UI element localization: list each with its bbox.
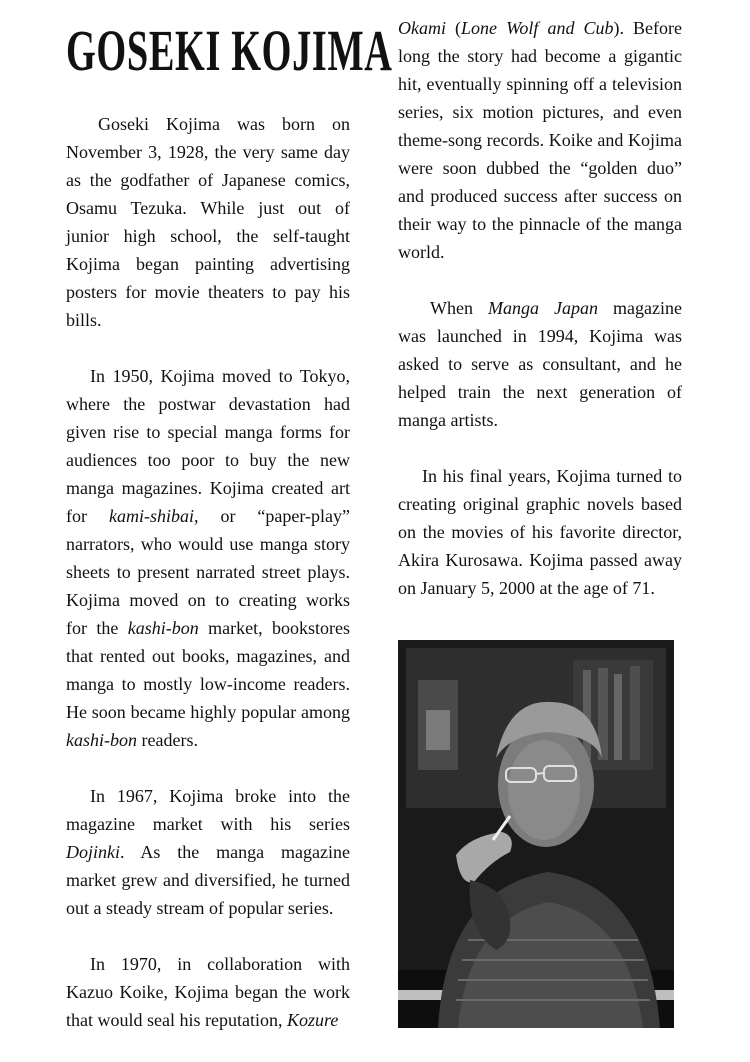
portrait-image [398,640,674,1028]
text-run: readers. [137,730,198,750]
paragraph-birth: Goseki Kojima was born on November 3, 1928, the very same day as the godfather of Japanese comics, Osamu Tezuka. While just out of junior high school, the self-taught Kojima began painting advertising posters for movie theaters to pay his bills. [66,114,350,330]
text-run: magazine was launched in 1994, Kojima was asked to serve as consultant, and he helped train the next generation of manga artists. [398,298,682,430]
text-run: ). Before long the story had become a gigantic hit, eventually spinning off a television series, six motion pictures, and even theme-song records. Koike and Kojima were soon dubbed the “golden duo” and produced success after success on their way to the pinnacle of the manga world. [398,18,682,262]
italic-term: kashi-bon [66,730,137,750]
italic-term: kashi-bon [127,618,199,638]
text-run: In 1967, Kojima broke into the magazine market with his series [66,786,350,834]
text-run: . As the manga magazine market grew and diversified, he turned out a steady stream of popular series. [66,842,350,918]
italic-title: Okami [398,18,446,38]
paragraph-magazine [66,782,350,922]
text-run: In 1950, Kojima moved to Tokyo, where the postwar devastation had given rise to special manga forms for audiences too poor to buy the new manga magazines. Kojima created art for [66,366,350,526]
paragraph-manga-japan [398,294,682,434]
page-title: GOSEKI KOJIMA [66,18,393,83]
left-column [66,110,350,1062]
text-run: In 1970, in collaboration with Kazuo Koike, Kojima began the work that would seal his reputation, [66,954,350,1030]
right-column [398,14,682,630]
text-run: ( [446,18,462,38]
paragraph-collaboration-continued [398,14,682,266]
italic-title: Manga Japan [488,298,599,318]
paragraph-tokyo [66,362,350,754]
text-run: , or “paper-play” narrators, who would use manga story sheets to present narrated street plays. Kojima moved on to creating works for the [66,506,350,638]
paragraph-final-years: In his final years, Kojima turned to creating original graphic novels based on the movies of his favorite director, Akira Kurosawa. Kojima passed away on January 5, 2000 at the age of 71. [398,466,682,598]
text-run: market, bookstores that rented out books, magazines, and manga to mostly low-income readers. He soon became highly popular among [66,618,351,722]
paragraph-collaboration [66,950,350,1034]
italic-title: Lone Wolf and Cub [461,18,614,38]
italic-title: Kozure [286,1010,339,1030]
portrait-photo [398,640,674,1028]
text-run: When [430,298,488,318]
italic-title: Dojinki [66,842,120,862]
italic-term: kami-shibai [108,506,194,526]
